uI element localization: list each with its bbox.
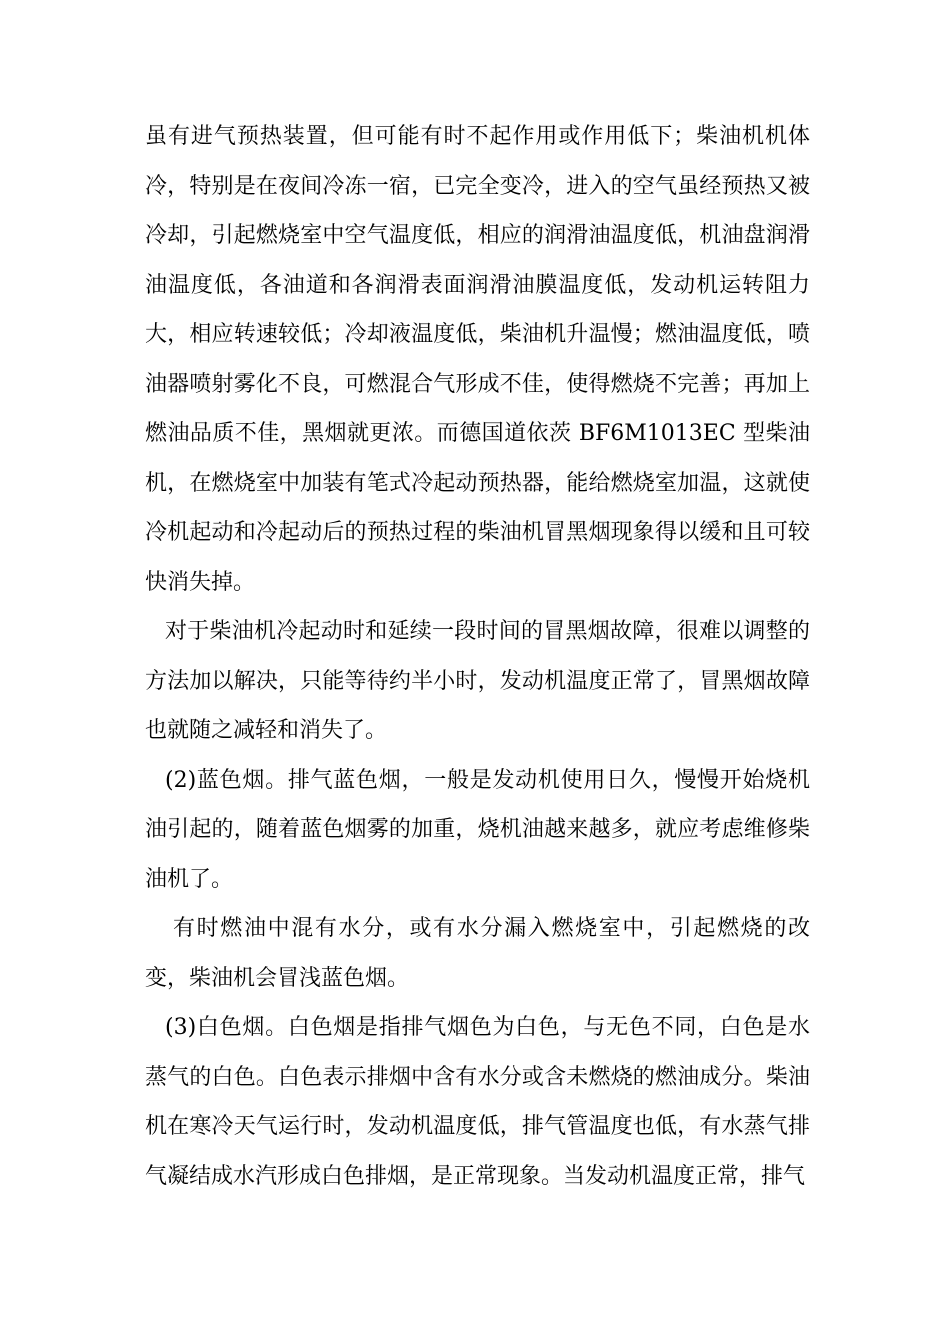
document-body <box>145 112 810 1201</box>
paragraph-cold-start-black-smoke: 对于柴油机冷起动时和延续一段时间的冒黑烟故障，很难以调整的方法加以解决，只能等待约半小时，发动机温度正常了，冒黑烟故障也就随之减轻和消失了。 <box>145 619 810 743</box>
paragraph-white-smoke: (3)白色烟。白色烟是指排气烟色为白色，与无色不同，白色是水蒸气的白色。白色表示排烟中含有水分或含未燃烧的燃油成分。柴油机在寒冷天气运行时，发动机温度低，排气管温度也低，有水蒸气排气凝结成水汽形成白色排烟，是正常现象。当发动机温度正常，排气 <box>145 1015 810 1189</box>
paragraph-water-in-fuel: 有时燃油中混有水分，或有水分漏入燃烧室中，引起燃烧的改变，柴油机会冒浅蓝色烟。 <box>145 916 810 991</box>
paragraph-blue-smoke: (2)蓝色烟。排气蓝色烟，一般是发动机使用日久，慢慢开始烧机油引起的，随着蓝色烟雾的加重，烧机油越来越多，就应考虑维修柴油机了。 <box>145 767 810 892</box>
paragraph-cold-start-intake: 虽有进气预热装置，但可能有时不起作用或作用低下；柴油机机体冷，特别是在夜间冷冻一宿，已完全变冷，进入的空气虽经预热又被冷却，引起燃烧室中空气温度低，相应的润滑油温度低，机油盘润滑油温度低，各油道和各润滑表面润滑油膜温度低，发动机运转阻力大，相应转速较低；冷却液温度低，柴油机升温慢；燃油温度低，喷油器喷射雾化不良，可燃混合气形成不佳，使得燃烧不完善；再加上燃油品质不佳，黑烟就更浓。而德国道依茨 BF6M1013EC 型柴油机，在燃烧室中加装有笔式冷起动预热器，能给燃烧室加温，这就使冷机起动和冷起动后的预热过程的柴油机冒黑烟现象得以缓和且可较快消失掉。 <box>145 124 810 595</box>
